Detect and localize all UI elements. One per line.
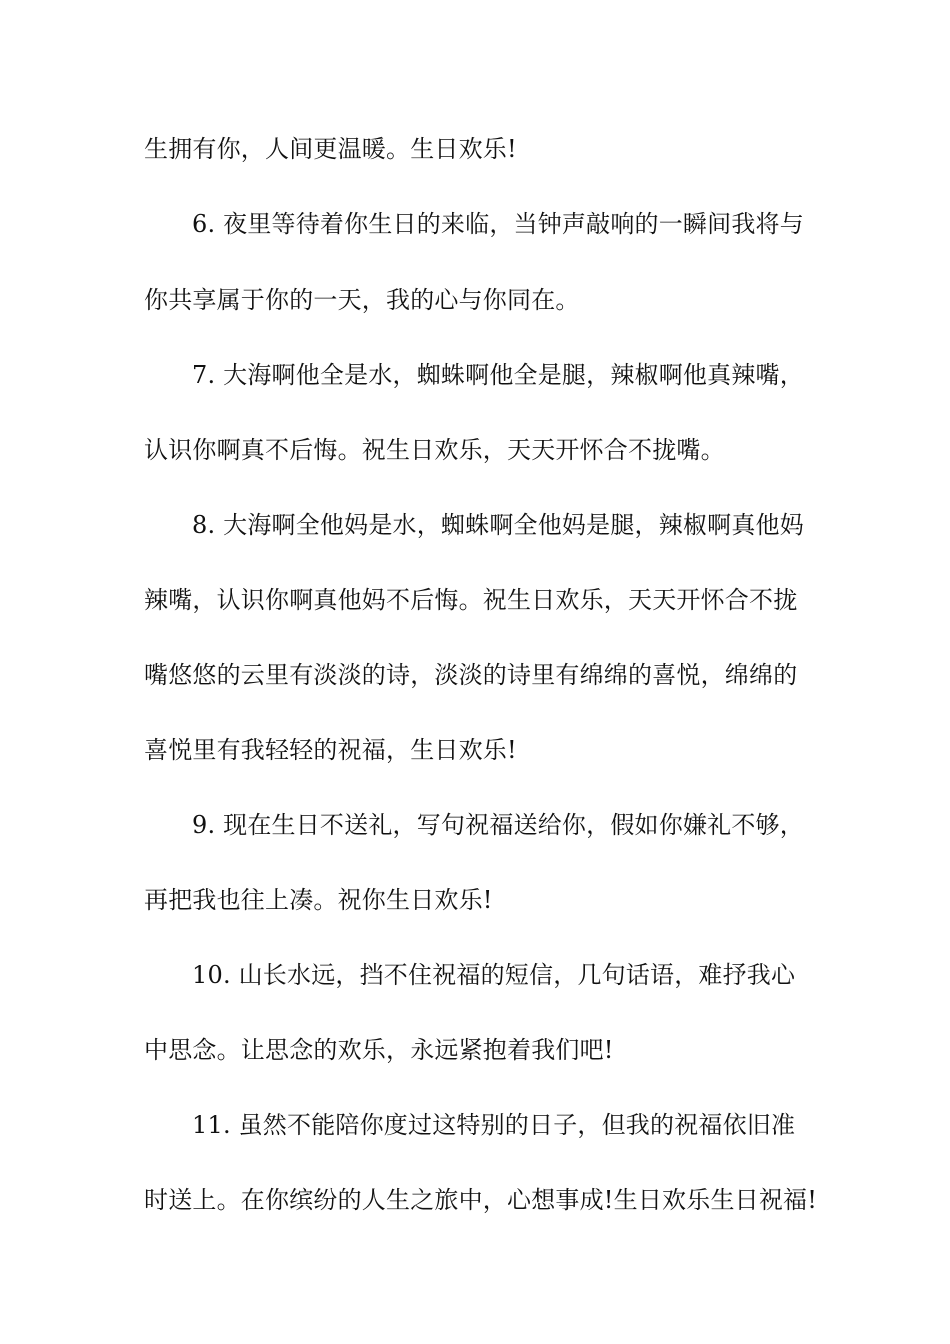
text-line: 中思念。让思念的欢乐，永远紧抱着我们吧! (144, 1036, 614, 1064)
text-line: 时送上。在你缤纷的人生之旅中，心想事成!生日欢乐生日祝福! (144, 1186, 818, 1214)
text-line: 认识你啊真不后悔。祝生日欢乐，天天开怀合不拢嘴。 (144, 436, 725, 464)
list-item-10-start: 10. 山长水远，挡不住祝福的短信，几句话语，难抒我心 (192, 961, 796, 989)
text-line: 嘴悠悠的云里有淡淡的诗，淡淡的诗里有绵绵的喜悦，绵绵的 (144, 661, 798, 689)
list-item-8-start: 8. 大海啊全他妈是水，蜘蛛啊全他妈是腿，辣椒啊真他妈 (192, 511, 804, 539)
list-item-7-start: 7. 大海啊他全是水，蜘蛛啊他全是腿，辣椒啊他真辣嘴， (192, 361, 804, 389)
text-line: 生拥有你，人间更温暖。生日欢乐! (144, 135, 517, 163)
list-item-6-start: 6. 夜里等待着你生日的来临，当钟声敲响的一瞬间我将与 (192, 210, 804, 238)
text-line: 再把我也往上凑。祝你生日欢乐! (144, 886, 493, 914)
list-item-9-start: 9. 现在生日不送礼，写句祝福送给你，假如你嫌礼不够， (192, 811, 804, 839)
list-item-11-start: 11. 虽然不能陪你度过这特别的日子，但我的祝福依旧准 (192, 1111, 796, 1139)
text-line: 喜悦里有我轻轻的祝福，生日欢乐! (144, 736, 517, 764)
text-line: 你共享属于你的一天，我的心与你同在。 (144, 286, 580, 314)
text-line: 辣嘴，认识你啊真他妈不后悔。祝生日欢乐，天天开怀合不拢 (144, 586, 798, 614)
